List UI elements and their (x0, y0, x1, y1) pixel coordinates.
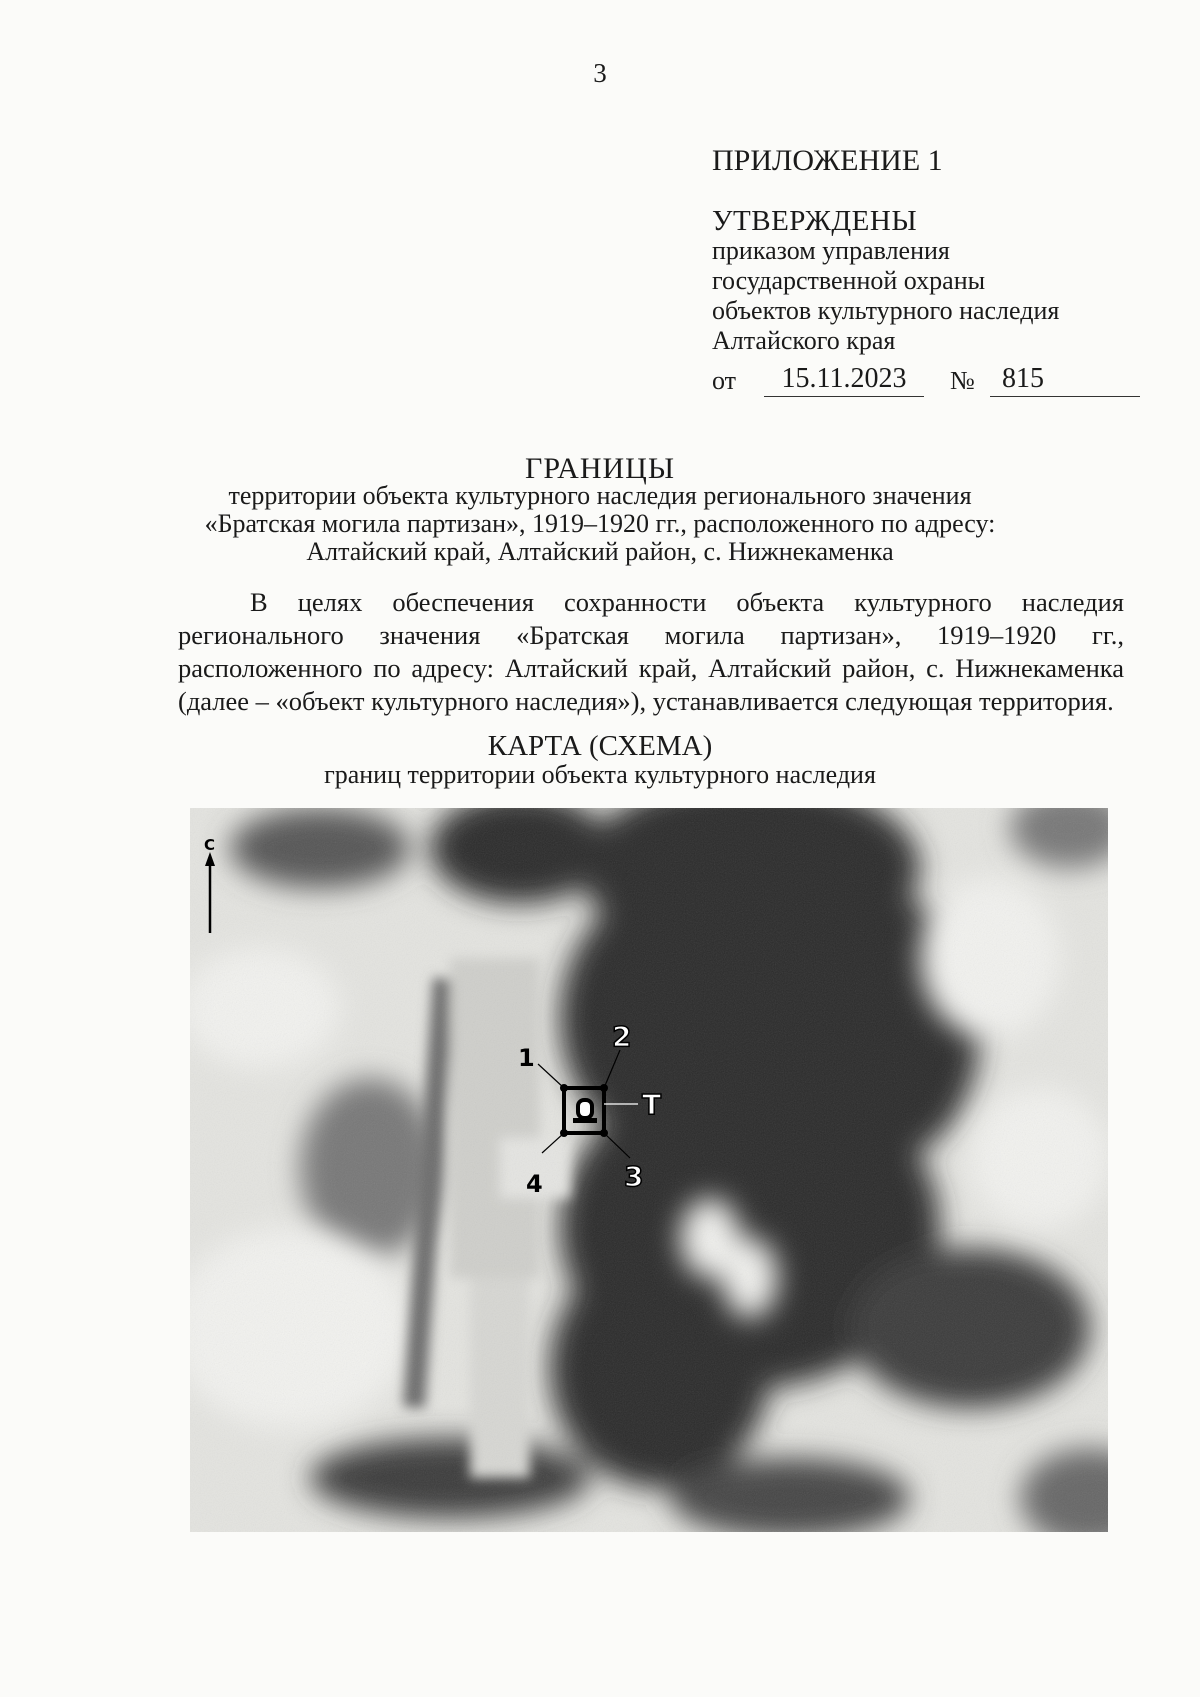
order-date-row (712, 358, 1142, 398)
point-label-1: 1 (518, 1044, 535, 1072)
order-number: 815 (990, 364, 1140, 397)
north-label: С (204, 836, 216, 854)
aerial-photo (190, 808, 1108, 1532)
appendix-block (712, 146, 1142, 398)
approved-label: УТВЕРЖДЕНЫ (712, 205, 918, 237)
point-label-4: 4 (526, 1170, 543, 1198)
document-title: ГРАНИЦЫ (524, 452, 675, 485)
page-number: 3 (593, 58, 607, 88)
map-image (190, 808, 1108, 1532)
number-label: № (950, 366, 975, 395)
order-line: объектов культурного наследия (712, 296, 1060, 325)
subtitle-line: территории объекта культурного наследия регионального значения (228, 481, 972, 510)
order-line: приказом управления (712, 236, 950, 265)
subtitle-line: Алтайский край, Алтайский район, с. Нижнекаменка (306, 537, 894, 566)
from-label: от (712, 366, 737, 395)
document-subtitle (0, 482, 1200, 566)
order-line: Алтайского края (712, 326, 896, 355)
order-date: 15.11.2023 (764, 364, 924, 397)
appendix-title: ПРИЛОЖЕНИЕ 1 (712, 144, 943, 177)
order-line: государственной охраны (712, 266, 986, 295)
point-label-3: 3 (624, 1160, 644, 1193)
point-label-2: 2 (612, 1020, 632, 1053)
body-paragraph (178, 586, 1124, 718)
map-subtitle: границ территории объекта культурного наследия (324, 760, 876, 789)
map-title: КАРТА (СХЕМА) (487, 730, 713, 762)
subtitle-line: «Братская могила партизан», 1919–1920 гг., расположенного по адресу: (204, 509, 996, 538)
territory-label: Т (642, 1088, 662, 1121)
body-text: В целях обеспечения сохранности объекта культурного наследия регионального значения «Братская могила партизан», 1919–1920 гг., расположенного по адресу: Алтайский край, Алтайский район, с. Нижнекаменка (далее – «объект культурного наследия»), устанавливается следующая территория. (178, 587, 1124, 716)
